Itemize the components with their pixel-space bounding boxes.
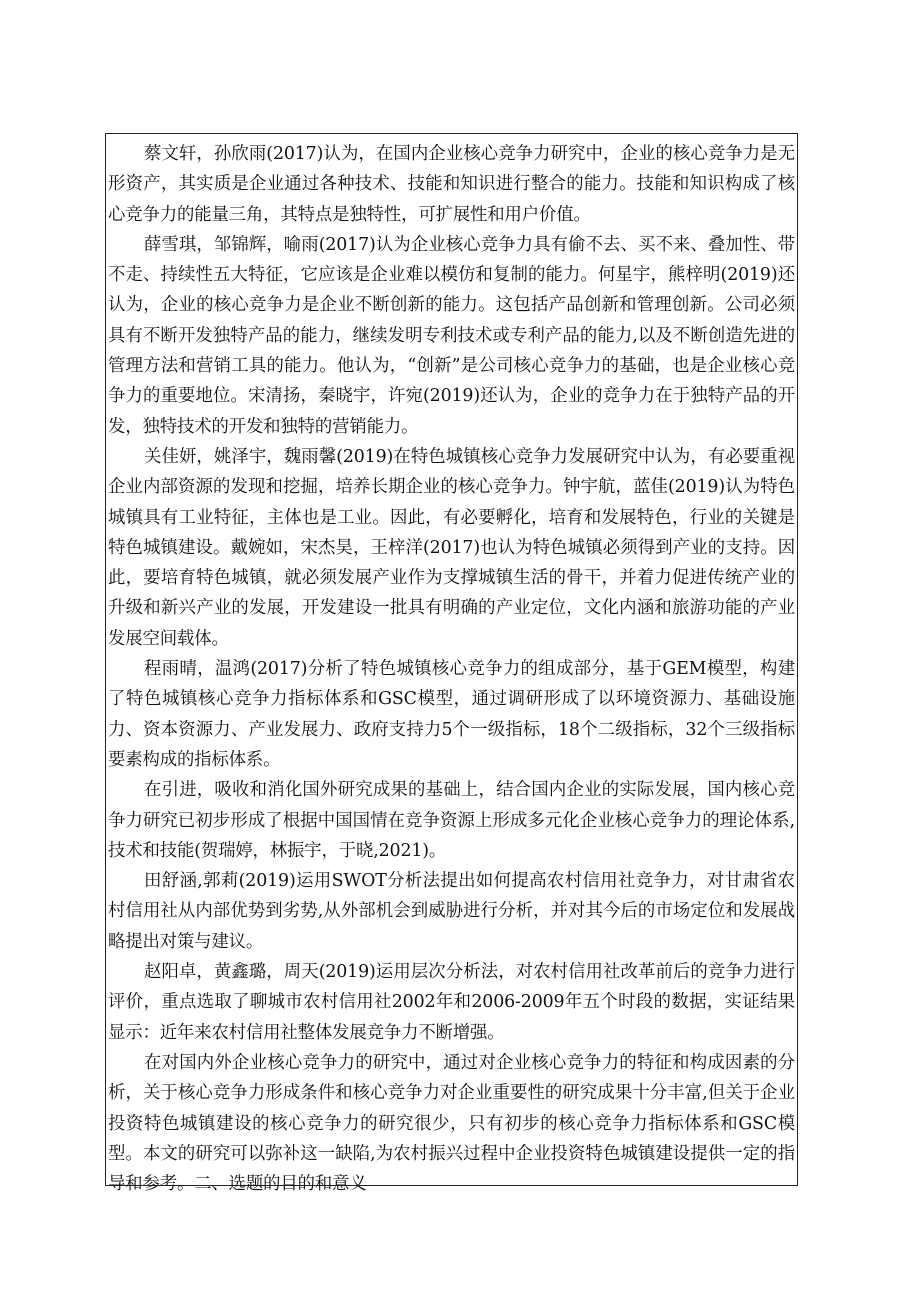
document-frame <box>105 133 798 1195</box>
paragraph-7: 赵阳卓，黄鑫璐，周天(2019)运用层次分析法，对农村信用社改革前后的竞争力进行评价，重点选取了聊城市农村信用社2002年和2006-2009年五个时段的数据，实证结果显示：近年来农村信用社整体发展竞争力不断增强。 <box>108 962 795 1043</box>
paragraph-8: 在对国内外企业核心竞争力的研究中，通过对企业核心竞争力的特征和构成因素的分析，关于核心竞争力形成条件和核心竞争力对企业重要性的研究成果十分丰富,但关于企业投资特色城镇建设的核心竞争力的研究很少，只有初步的核心竞争力指标体系和GSC模型。本文的研究可以弥补这一缺陷,为农村振兴过程中企业投资特色城镇建设提供一定的指导和参考。二、选题的目的和意义 <box>108 1052 795 1195</box>
paragraph-5: 在引进，吸收和消化国外研究成果的基础上，结合国内企业的实际发展，国内核心竞争力研究已初步形成了根据中国国情在竞争资源上形成多元化企业核心竞争力的理论体系,技术和技能(贺瑞婷，林振宇，于晓,2021)。 <box>108 780 795 861</box>
paragraph-2: 薛雪琪，邹锦辉，喻雨(2017)认为企业核心竞争力具有偷不去、买不来、叠加性、带不走、持续性五大特征，它应该是企业难以模仿和复制的能力。何星宇，熊梓明(2019)还认为，企业的核心竞争力是企业不断创新的能力。这包括产品创新和管理创新。公司必须具有不断开发独特产品的能力，继续发明专利技术或专利产品的能力,以及不断创造先进的管理方法和营销工具的能力。他认为，“创新”是公司核心竞争力的基础，也是企业核心竞争力的重要地位。宋清扬，秦晓宇，许宛(2019)还认为，企业的竞争力在于独特产品的开发，独特技术的开发和独特的营销能力。 <box>108 234 795 437</box>
paragraph-1: 蔡文轩，孙欣雨(2017)认为，在国内企业核心竞争力研究中，企业的核心竞争力是无形资产，其实质是企业通过各种技术、技能和知识进行整合的能力。技能和知识构成了核心竞争力的能量三角，其特点是独特性，可扩展性和用户价值。 <box>108 144 795 225</box>
paragraph-6: 田舒涵,郭莉(2019)运用SWOT分析法提出如何提高农村信用社竞争力，对甘肃省农村信用社从内部优势到劣势,从外部机会到威胁进行分析，并对其今后的市场定位和发展战略提出对策与建议。 <box>108 871 795 952</box>
paragraph-3: 关佳妍，姚泽宇，魏雨馨(2019)在特色城镇核心竞争力发展研究中认为，有必要重视企业内部资源的发现和挖掘，培养长期企业的核心竞争力。钟宇航，蓝佳(2019)认为特色城镇具有工业特征，主体也是工业。因此，有必要孵化，培育和发展特色，行业的关键是特色城镇建设。戴婉如，宋杰昊，王梓洋(2017)也认为特色城镇必须得到产业的支持。因此，要培育特色城镇，就必须发展产业作为支撑城镇生活的骨干，并着力促进传统产业的升级和新兴产业的发展，开发建设一批具有明确的产业定位，文化内涵和旅游功能的产业发展空间载体。 <box>108 446 795 649</box>
paragraph-4: 程雨晴，温鸿(2017)分析了特色城镇核心竞争力的组成部分，基于GEM模型，构建了特色城镇核心竞争力指标体系和GSC模型，通过调研形成了以环境资源力、基础设施力、资本资源力、产业发展力、政府支持力5个一级指标，18个二级指标，32个三级指标要素构成的指标体系。 <box>108 659 795 770</box>
